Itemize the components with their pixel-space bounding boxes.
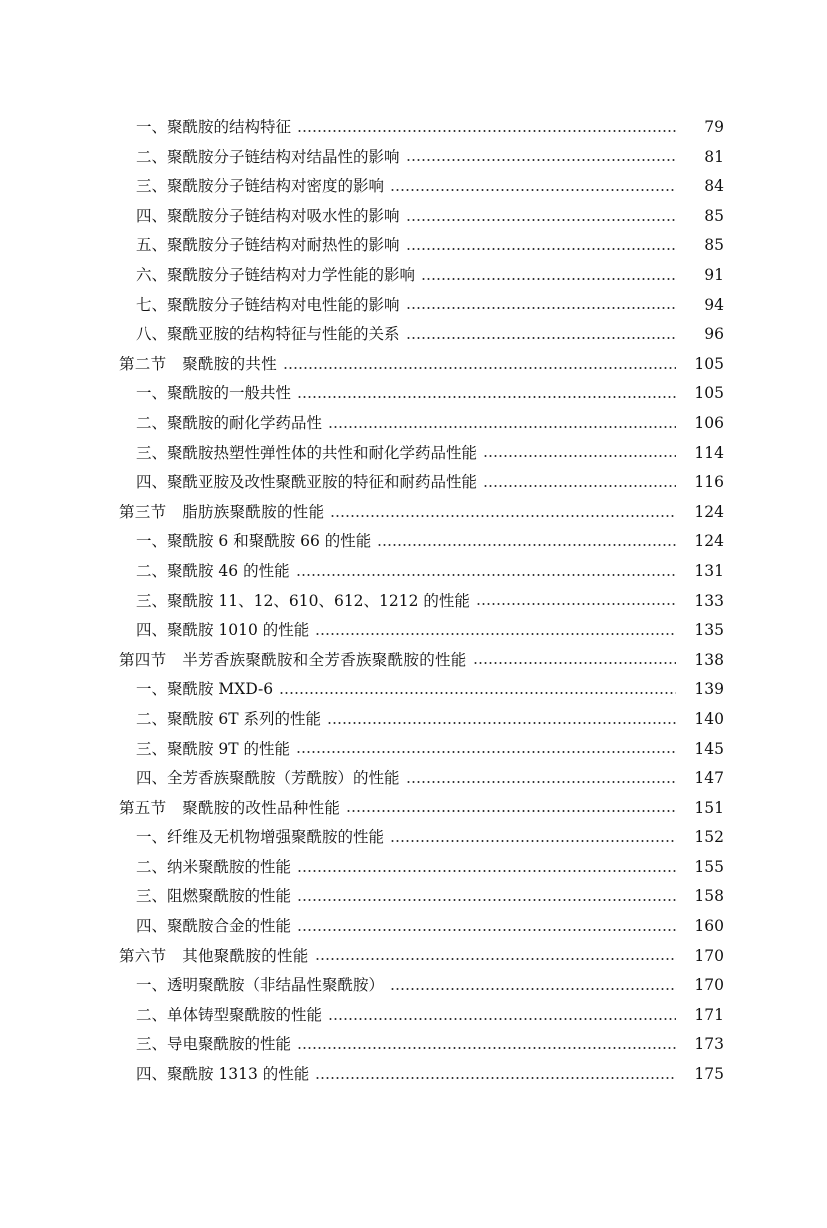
toc-item-title: 七、聚酰胺分子链结构对电性能的影响	[136, 295, 400, 314]
toc-page-number: 105	[694, 384, 724, 403]
toc-item-row[interactable]	[0, 261, 827, 291]
toc-dot-leader	[330, 515, 676, 517]
toc-item-row[interactable]	[0, 291, 827, 321]
toc-page-number: 133	[694, 591, 724, 610]
toc-item-title: 五、聚酰胺分子链结构对耐热性的影响	[136, 236, 400, 255]
toc-page-number: 138	[694, 650, 724, 669]
toc-page-number: 173	[694, 1035, 724, 1054]
toc-item-row[interactable]	[0, 587, 827, 617]
toc-item-title: 一、聚酰胺 MXD-6	[136, 680, 274, 699]
toc-page-number: 116	[694, 473, 724, 492]
toc-page-number: 91	[704, 266, 724, 285]
toc-item-row[interactable]	[0, 734, 827, 764]
toc-dot-leader	[297, 1047, 676, 1049]
toc-item-row[interactable]	[0, 1030, 827, 1060]
toc-item-title: 四、全芳香族聚酰胺（芳酰胺）的性能	[136, 769, 400, 788]
toc-item-title: 二、纳米聚酰胺的性能	[136, 857, 292, 876]
toc-dot-leader	[283, 367, 676, 369]
toc-page-number: 124	[694, 532, 724, 551]
toc-page-number: 85	[704, 236, 724, 255]
toc-item-row[interactable]	[0, 1001, 827, 1031]
toc-dot-leader	[377, 544, 676, 546]
toc-item-title: 二、聚酰胺 6T 系列的性能	[136, 709, 322, 728]
toc-page-number: 81	[704, 147, 724, 166]
toc-page-number: 145	[694, 739, 724, 758]
toc-page-number: 175	[694, 1065, 724, 1084]
toc-item-title: 一、聚酰胺 6 和聚酰胺 66 的性能	[136, 532, 372, 551]
toc-dot-leader	[406, 781, 676, 783]
toc-item-title: 三、导电聚酰胺的性能	[136, 1035, 292, 1054]
toc-item-row[interactable]	[0, 616, 827, 646]
toc-item-title: 三、阻燃聚酰胺的性能	[136, 887, 292, 906]
toc-item-row[interactable]	[0, 853, 827, 883]
toc-item-row[interactable]	[0, 527, 827, 557]
toc-item-row[interactable]	[0, 705, 827, 735]
toc-item-row[interactable]	[0, 764, 827, 794]
toc-dot-leader	[346, 810, 676, 812]
toc-item-title: 二、单体铸型聚酰胺的性能	[136, 1005, 323, 1024]
toc-page-number: 158	[694, 887, 724, 906]
toc-dot-leader	[297, 899, 676, 901]
toc-page-number: 135	[694, 621, 724, 640]
toc-page-number: 85	[704, 206, 724, 225]
toc-item-title: 一、聚酰胺的一般共性	[136, 384, 292, 403]
toc-item-title: 三、聚酰胺分子链结构对密度的影响	[136, 177, 385, 196]
toc-dot-leader	[390, 840, 676, 842]
toc-dot-leader	[390, 988, 676, 990]
toc-item-row[interactable]	[0, 971, 827, 1001]
toc-page-number: 151	[694, 798, 724, 817]
toc-item-row[interactable]	[0, 468, 827, 498]
toc-item-title: 三、聚酰胺 11、12、610、612、1212 的性能	[136, 591, 470, 610]
toc-item-title: 四、聚酰胺 1010 的性能	[136, 621, 310, 640]
toc-section-row[interactable]	[0, 794, 827, 824]
toc-dot-leader	[473, 662, 676, 664]
toc-section-row[interactable]	[0, 942, 827, 972]
toc-dot-leader	[406, 248, 676, 250]
toc-section-title: 第四节 半芳香族聚酰胺和全芳香族聚酰胺的性能	[119, 650, 467, 669]
toc-dot-leader	[297, 396, 676, 398]
toc-dot-leader	[315, 1077, 676, 1079]
toc-item-title: 二、聚酰胺 46 的性能	[136, 561, 290, 580]
toc-page-number: 114	[694, 443, 724, 462]
toc-page-number: 160	[694, 917, 724, 936]
toc-page-number: 147	[694, 769, 724, 788]
toc-item-title: 六、聚酰胺分子链结构对力学性能的影响	[136, 266, 416, 285]
toc-page-number: 171	[694, 1005, 724, 1024]
toc-item-title: 一、透明聚酰胺（非结晶性聚酰胺）	[136, 976, 385, 995]
toc-dot-leader	[476, 603, 676, 605]
toc-section-title: 第六节 其他聚酰胺的性能	[119, 946, 309, 965]
toc-item-title: 二、聚酰胺分子链结构对结晶性的影响	[136, 147, 400, 166]
toc-item-row[interactable]	[0, 379, 827, 409]
toc-dot-leader	[406, 159, 676, 161]
toc-item-row[interactable]	[0, 439, 827, 469]
toc-item-title: 一、纤维及无机物增强聚酰胺的性能	[136, 828, 385, 847]
toc-page-number: 155	[694, 857, 724, 876]
toc-dot-leader	[328, 1018, 676, 1020]
toc-item-row[interactable]	[0, 202, 827, 232]
toc-item-title: 二、聚酰胺的耐化学药品性	[136, 413, 323, 432]
toc-dot-leader	[406, 337, 676, 339]
toc-item-title: 三、聚酰胺 9T 的性能	[136, 739, 291, 758]
toc-dot-leader	[483, 455, 676, 457]
toc-dot-leader	[279, 692, 676, 694]
toc-section-title: 第二节 聚酰胺的共性	[119, 354, 278, 373]
toc-page-number: 124	[694, 502, 724, 521]
toc-dot-leader	[297, 870, 676, 872]
toc-item-title: 四、聚酰胺分子链结构对吸水性的影响	[136, 206, 400, 225]
toc-page-number: 152	[694, 828, 724, 847]
toc-item-row[interactable]	[0, 113, 827, 143]
toc-page-number: 131	[694, 561, 724, 580]
toc-section-row[interactable]	[0, 498, 827, 528]
toc-dot-leader	[406, 219, 676, 221]
toc-page-number: 106	[694, 413, 724, 432]
toc-page-number: 170	[694, 946, 724, 965]
toc-item-row[interactable]	[0, 409, 827, 439]
toc-item-title: 四、聚酰亚胺及改性聚酰亚胺的特征和耐药品性能	[136, 473, 478, 492]
toc-item-row[interactable]	[0, 1060, 827, 1090]
toc-dot-leader	[296, 751, 676, 753]
toc-dot-leader	[297, 929, 676, 931]
toc-page-number: 94	[704, 295, 724, 314]
toc-item-row[interactable]	[0, 172, 827, 202]
toc-item-title: 一、聚酰胺的结构特征	[136, 118, 292, 137]
toc-item-row[interactable]	[0, 320, 827, 350]
toc-dot-leader	[483, 485, 676, 487]
toc-item-row[interactable]	[0, 882, 827, 912]
toc-item-title: 八、聚酰亚胺的结构特征与性能的关系	[136, 325, 400, 344]
toc-dot-leader	[327, 722, 676, 724]
table-of-contents	[0, 113, 827, 1090]
toc-page-number: 140	[694, 709, 724, 728]
toc-dot-leader	[315, 958, 676, 960]
toc-item-row[interactable]	[0, 231, 827, 261]
toc-item-row[interactable]	[0, 143, 827, 173]
toc-dot-leader	[328, 426, 676, 428]
toc-dot-leader	[315, 633, 676, 635]
toc-item-title: 四、聚酰胺 1313 的性能	[136, 1065, 310, 1084]
toc-page-number: 84	[704, 177, 724, 196]
toc-item-title: 四、聚酰胺合金的性能	[136, 917, 292, 936]
toc-dot-leader	[406, 307, 676, 309]
toc-section-title: 第五节 聚酰胺的改性品种性能	[119, 798, 341, 817]
toc-dot-leader	[421, 278, 676, 280]
toc-page-number: 79	[704, 118, 724, 137]
toc-item-row[interactable]	[0, 823, 827, 853]
toc-item-row[interactable]	[0, 912, 827, 942]
toc-page-number: 105	[694, 354, 724, 373]
toc-dot-leader	[390, 189, 676, 191]
toc-section-row[interactable]	[0, 646, 827, 676]
toc-page-number: 96	[704, 325, 724, 344]
toc-item-title: 三、聚酰胺热塑性弹性体的共性和耐化学药品性能	[136, 443, 478, 462]
toc-item-row[interactable]	[0, 675, 827, 705]
toc-dot-leader	[297, 130, 676, 132]
toc-section-title: 第三节 脂肪族聚酰胺的性能	[119, 502, 325, 521]
toc-section-row[interactable]	[0, 350, 827, 380]
toc-item-row[interactable]	[0, 557, 827, 587]
toc-page-number: 170	[694, 976, 724, 995]
toc-page-number: 139	[694, 680, 724, 699]
toc-dot-leader	[296, 574, 676, 576]
